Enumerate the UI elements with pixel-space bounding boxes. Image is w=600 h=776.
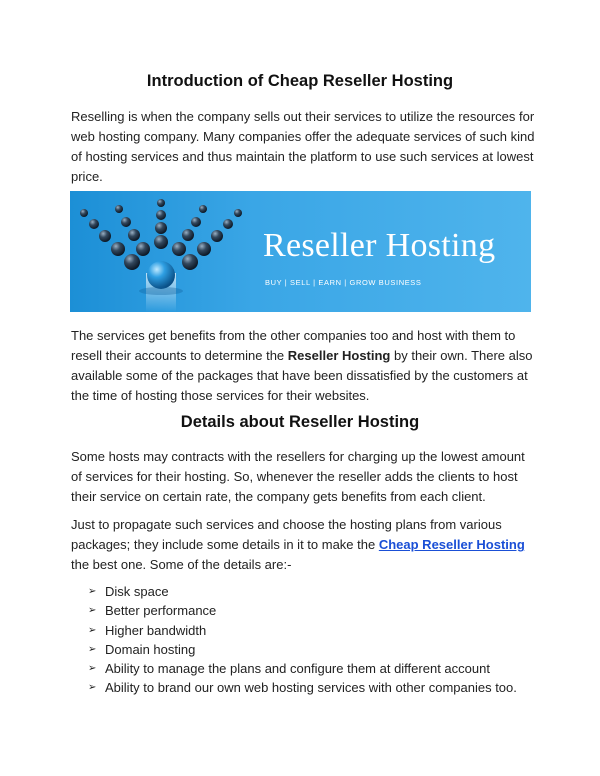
arrow-right-icon: ➢ [88, 624, 97, 636]
list-item-text: Ability to manage the plans and configure them at different account [105, 661, 490, 677]
list-item [88, 582, 548, 601]
cheap-reseller-hosting-link[interactable]: Cheap Reseller Hosting [378, 537, 525, 552]
benefits-paragraph [71, 326, 539, 406]
page-title: Introduction of Cheap Reseller Hosting [146, 72, 454, 90]
section-heading: Details about Reseller Hosting [180, 413, 420, 431]
reseller-hosting-banner [70, 191, 531, 312]
list-item [88, 601, 548, 620]
benefits-text-start: The services get benefits from the other companies too and host with them to resell their accounts to determine the [71, 328, 516, 363]
list-item [88, 621, 548, 640]
list-item-text: Ability to brand our own web hosting services with other companies too. [105, 680, 517, 696]
reseller-hosting-bold: Reseller Hosting [287, 348, 391, 363]
packages-paragraph [71, 515, 539, 575]
arrow-right-icon: ➢ [88, 586, 97, 597]
packages-text-end: the best one. Some of the details are:- [71, 557, 292, 572]
details-list [88, 582, 548, 698]
contracts-paragraph: Some hosts may contracts with the resellers for charging up the lowest amount of services for their hosting. So, whenever the reseller adds the clients to host their service on certain rate, the company gets benefits from each client. [71, 449, 525, 504]
list-item [88, 678, 548, 697]
arrow-right-icon: ➢ [88, 663, 97, 675]
arrow-right-icon: ➢ [88, 682, 97, 694]
arrow-right-icon: ➢ [88, 605, 97, 617]
arrow-right-icon: ➢ [88, 643, 97, 655]
network-spheres-graphic [70, 191, 260, 312]
benefits-text-end: by their own. There also available some of the packages that have been dissatisfied by the customers at the time of hosting those services for their websites. [71, 348, 533, 403]
list-item-text: Better performance [105, 603, 217, 619]
banner-tagline: BUY | SELL | EARN | GROW BUSINESS [265, 278, 422, 287]
packages-text-start: Just to propagate such services and choose the hosting plans from various packages; they include some details in it to make the [71, 517, 502, 552]
list-item-text: Disk space [105, 584, 169, 599]
list-item-text: Higher bandwidth [105, 622, 207, 638]
list-item [88, 640, 548, 659]
intro-paragraph: Reselling is when the company sells out their services to utilize the resources for web hosting company. Many companies offer the adequate services of such kind of hosting services and thus maintain the platform to use such services at lowest price. [71, 109, 535, 184]
list-item [88, 659, 548, 678]
list-item-text: Domain hosting [105, 641, 196, 657]
banner-title: Reseller Hosting [263, 227, 496, 264]
